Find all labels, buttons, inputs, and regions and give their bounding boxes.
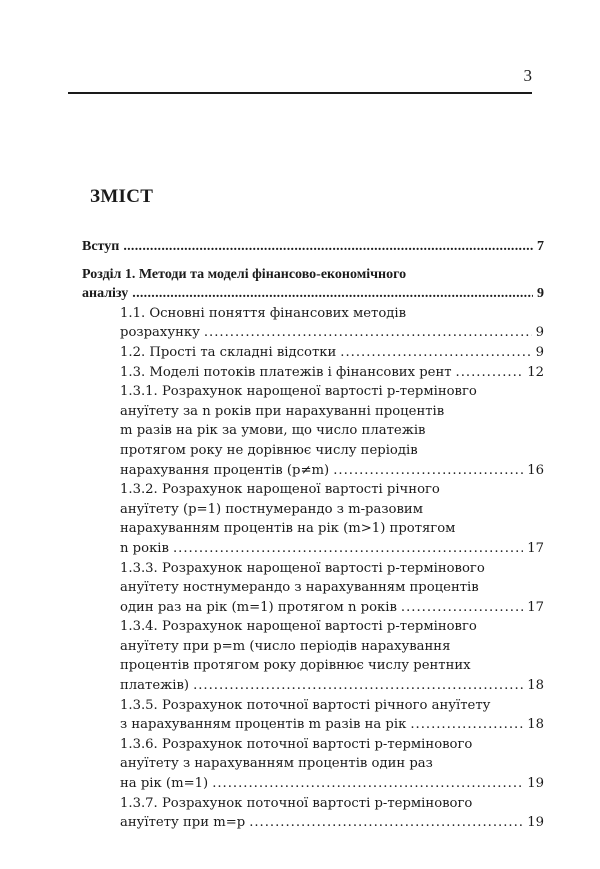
toc-page-number: 18 xyxy=(527,678,544,694)
toc-entry-line xyxy=(120,715,544,735)
toc-entry-line xyxy=(120,421,544,441)
toc-entry-line xyxy=(120,578,544,598)
dot-leader xyxy=(410,715,523,735)
toc-entry-text: n років xyxy=(120,540,169,556)
table-of-contents xyxy=(82,237,544,833)
dot-leader xyxy=(212,774,523,794)
toc-page-number: 19 xyxy=(527,776,544,792)
toc-entry[interactable] xyxy=(82,559,544,618)
toc-entry-text: ануїтету ностнумерандо з нарахуванням процентів xyxy=(120,580,479,596)
toc-entry-line xyxy=(120,696,544,716)
toc-entry-line xyxy=(120,382,544,402)
toc-entry-text: один раз на рік (m=1) протягом n років xyxy=(120,599,397,615)
toc-entry[interactable] xyxy=(82,265,544,304)
toc-entry[interactable] xyxy=(82,696,544,735)
toc-entry-text: протягом року не дорівнює числу періодів xyxy=(120,442,418,458)
toc-entry-line xyxy=(82,284,544,304)
page-number: 3 xyxy=(523,66,532,85)
toc-entry-text: 1.3.7. Розрахунок поточної вартості p-термінового xyxy=(120,795,473,811)
toc-entry[interactable] xyxy=(82,794,544,833)
dot-leader xyxy=(173,539,523,559)
toc-page-number: 12 xyxy=(527,364,544,380)
toc-entry-text: нарахування процентів (p≠m) xyxy=(120,462,330,478)
toc-entry-line xyxy=(120,461,544,481)
toc-entry-text: ануїтету за n років при нарахуванні процентів xyxy=(120,403,445,419)
toc-page-number: 19 xyxy=(527,815,544,831)
toc-entry-line xyxy=(120,813,544,833)
toc-entry-text: на рік (m=1) xyxy=(120,776,209,792)
toc-entry-text: ануїтету при p=m (число періодів нарахування xyxy=(120,638,451,654)
toc-entry-text: 1.3.2. Розрахунок нарощеної вартості річного xyxy=(120,482,440,498)
dot-leader xyxy=(401,598,523,618)
dot-leader xyxy=(132,284,533,304)
toc-entry-line xyxy=(120,617,544,637)
toc-entry-text: нарахуванням процентів на рік (m>1) протягом xyxy=(120,521,456,537)
toc-entry-line xyxy=(120,598,544,618)
toc-entry-text: m разів на рік за умови, що число платежів xyxy=(120,423,426,439)
toc-page-number: 17 xyxy=(527,540,544,556)
dot-leader xyxy=(204,323,532,343)
page-title: ЗМІСТ xyxy=(90,186,154,207)
toc-entry-line xyxy=(120,402,544,422)
toc-page-number: 9 xyxy=(535,325,544,341)
dot-leader xyxy=(333,461,523,481)
toc-entry-line xyxy=(120,304,544,324)
toc-entry-line xyxy=(120,754,544,774)
toc-entry-text: ануїтету з нарахуванням процентів один раз xyxy=(120,756,433,772)
toc-entry-line xyxy=(120,539,544,559)
toc-entry-line xyxy=(120,500,544,520)
toc-entry-line xyxy=(120,794,544,814)
toc-entry[interactable] xyxy=(82,617,544,695)
toc-entry-text: з нарахуванням процентів m разів на рік xyxy=(120,717,407,733)
toc-page-number: 7 xyxy=(537,239,544,254)
toc-entry-text: ануїтету (p=1) постнумерандо з m-разовим xyxy=(120,501,423,517)
toc-entry-line xyxy=(82,265,544,285)
toc-entry-line xyxy=(120,656,544,676)
dot-leader xyxy=(249,813,523,833)
toc-entry-line xyxy=(120,774,544,794)
toc-entry-text: 1.3.4. Розрахунок нарощеної вартості p-терміновгo xyxy=(120,619,477,635)
toc-entry-text: 1.3.5. Розрахунок поточної вартості річного ануїтету xyxy=(120,697,491,713)
dot-leader xyxy=(123,237,533,257)
header-rule xyxy=(68,92,532,94)
dot-leader xyxy=(456,363,524,383)
toc-page-number: 18 xyxy=(527,717,544,733)
toc-entry-text: аналізу xyxy=(82,286,129,302)
toc-entry-line xyxy=(120,735,544,755)
toc-page-number: 16 xyxy=(527,462,544,478)
toc-entry[interactable] xyxy=(82,363,544,383)
toc-entry-line xyxy=(82,237,544,257)
toc-entry-text: 1.2. Прості та складні відсотки xyxy=(120,344,337,360)
dot-leader xyxy=(340,343,531,363)
toc-page-number: 9 xyxy=(537,286,544,302)
toc-entry-text: 1.1. Основні поняття фінансових методів xyxy=(120,305,407,321)
toc-entry[interactable] xyxy=(82,343,544,363)
toc-entry-text: 1.3. Моделі потоків платежів і фінансових рент xyxy=(120,364,452,380)
toc-entry-line xyxy=(120,480,544,500)
toc-entry-line xyxy=(120,637,544,657)
toc-entry-line xyxy=(120,441,544,461)
toc-entry-text: платежів) xyxy=(120,678,190,694)
toc-entry-text: Вступ xyxy=(82,239,120,254)
toc-entry-line xyxy=(120,519,544,539)
toc-entry-text: 1.3.3. Розрахунок нарощеної вартості p-термінового xyxy=(120,560,485,576)
toc-entry-line xyxy=(120,323,544,343)
toc-page-number: 9 xyxy=(535,344,544,360)
dot-leader xyxy=(193,676,523,696)
toc-entry-line xyxy=(120,343,544,363)
toc-entry-line xyxy=(120,559,544,579)
toc-entry[interactable] xyxy=(82,304,544,343)
toc-entry-text: Розділ 1. Методи та моделі фінансово-економічного xyxy=(82,266,407,282)
toc-entry-line xyxy=(120,676,544,696)
toc-entry[interactable] xyxy=(82,735,544,794)
toc-entry-text: розрахунку xyxy=(120,325,200,341)
toc-entry-text: 1.3.1. Розрахунок нарощеної вартості p-терміновгo xyxy=(120,384,477,400)
toc-entry[interactable] xyxy=(82,382,544,480)
toc-entry-line xyxy=(120,363,544,383)
toc-entry[interactable] xyxy=(82,480,544,558)
toc-entry-text: 1.3.6. Розрахунок поточної вартості p-термінового xyxy=(120,736,473,752)
toc-entry-text: процентів протягом року дорівнює числу рентних xyxy=(120,658,471,674)
toc-entry[interactable] xyxy=(82,237,544,257)
toc-page-number: 17 xyxy=(527,599,544,615)
toc-entry-text: ануїтету при m=p xyxy=(120,815,246,831)
